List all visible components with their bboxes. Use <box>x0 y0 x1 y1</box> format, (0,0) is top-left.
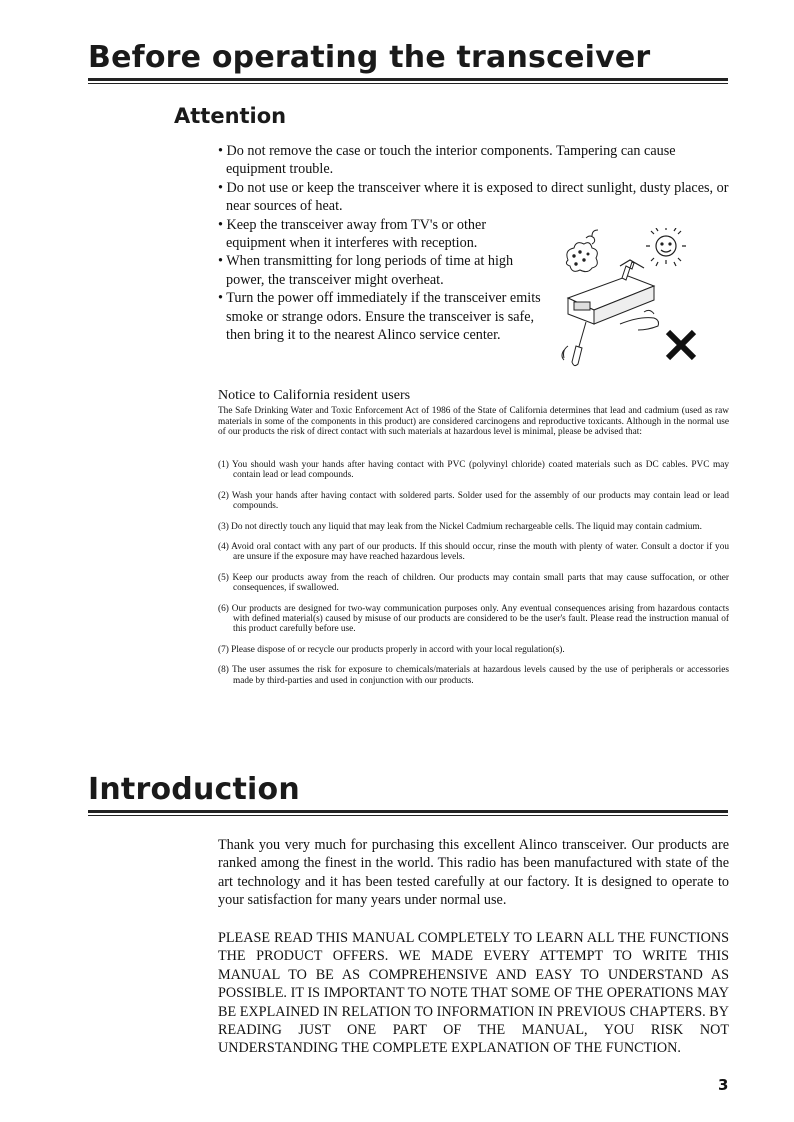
list-item: (4) Avoid oral contact with any part of our products. If this should occur, rinse the mouth with plenty of water. Consult a doctor if you are unsure if the exposure may have reached hazardous levels. <box>218 542 729 563</box>
notice-heading: Notice to California resident users <box>218 388 411 403</box>
bullet-case: • Do not remove the case or touch the interior components. Tampering can cause equipment trouble. <box>218 143 676 178</box>
bullet-overheat: • When transmitting for long periods of time at high power, the transceiver might overheat. <box>218 253 514 288</box>
list-item: (5) Keep our products away from the reach of children. Our products may contain small parts that may cause suffocation, or other consequences, if swallowed. <box>218 572 729 594</box>
bullet-smoke: • Turn the power off immediately if the transceiver emits smoke or strange odors. Ensure the transceiver is safe, then bring it to the nearest Alinco service center. <box>218 290 541 344</box>
notice-paragraph: The Safe Drinking Water and Toxic Enforcement Act of 1986 of the State of California determines that lead and cadmium (used as raw materials in some of the components in this product) are considered carcinogens and reproductive toxicants. Although in the normal use of our products the risk of direct contact with such materials at hazardous level is minimal, please be advised that: <box>218 406 729 438</box>
introduction-caps-paragraph: PLEASE READ THIS MANUAL COMPLETELY TO LEARN ALL THE FUNCTIONS THE PRODUCT OFFERS. WE MADE EVERY ATTEMPT TO WRITE THIS MANUAL TO BE AS COMPREHENSIVE AND EASY TO UNDERSTAND AS POSSIBLE. IT IS IMPORTANT TO NOTE THAT SOME OF THE OPERATIONS MAY BE EXPLAINED IN RELATION TO INFORMATION IN PREVIOUS CHAPTERS. BY READING JUST ONE PART OF THE MANUAL, YOU RISK NOT UNDERSTANDING THE COMPLETE EXPLANATION OF THE FUNCTION. <box>218 930 729 1057</box>
bullet-sunlight: • Do not use or keep the transceiver where it is exposed to direct sunlight, dusty places, or near sources of heat. <box>218 179 729 215</box>
list-item: (8) The user assumes the risk for exposure to chemicals/materials at hazardous levels caused by the use of peripherals or accessories made by third-parties and used in conjunction with our products. <box>218 665 729 686</box>
title-rule <box>88 78 728 84</box>
introduction-title: Introduction <box>88 772 300 807</box>
introduction-rule <box>88 810 728 816</box>
list-item: (7) Please dispose of or recycle our products properly in accord with your local regulation(s). <box>218 644 565 655</box>
notice-list <box>218 460 729 696</box>
list-item: (6) Our products are designed for two-way communication purposes only. Any eventual consequences arising from hazardous contacts with defined material(s) caused by misuse of our products are considered to be the user's fault. Please read the instruction manual of this product carefully before use. <box>218 603 729 635</box>
warning-illustration-icon <box>560 228 700 376</box>
attention-heading: Attention <box>174 104 287 128</box>
introduction-paragraph: Thank you very much for purchasing this excellent Alinco transceiver. Our products are ranked among the finest in the world. This radio has been manufactured with state of the art technology and it has been tested carefully at our factory. It is designed to operate to your satisfaction for many years under normal use. <box>218 837 729 909</box>
list-item: (1) You should wash your hands after having contact with PVC (polyvinyl chloride) coated materials such as DC cables. PVC may contain lead or lead compounds. <box>218 460 729 481</box>
list-item: (3) Do not directly touch any liquid that may leak from the Nickel Cadmium rechargeable cells. The liquid may contain cadmium. <box>218 521 702 532</box>
list-item: (2) Wash your hands after having contact with soldered parts. Solder used for the assembly of our products may contain lead or lead compounds. <box>218 490 729 512</box>
bullet-tv: • Keep the transceiver away from TV's or other equipment when it interferes with reception. <box>218 216 487 252</box>
page-title: Before operating the transceiver <box>88 40 651 75</box>
page-number: 3 <box>718 1076 729 1094</box>
